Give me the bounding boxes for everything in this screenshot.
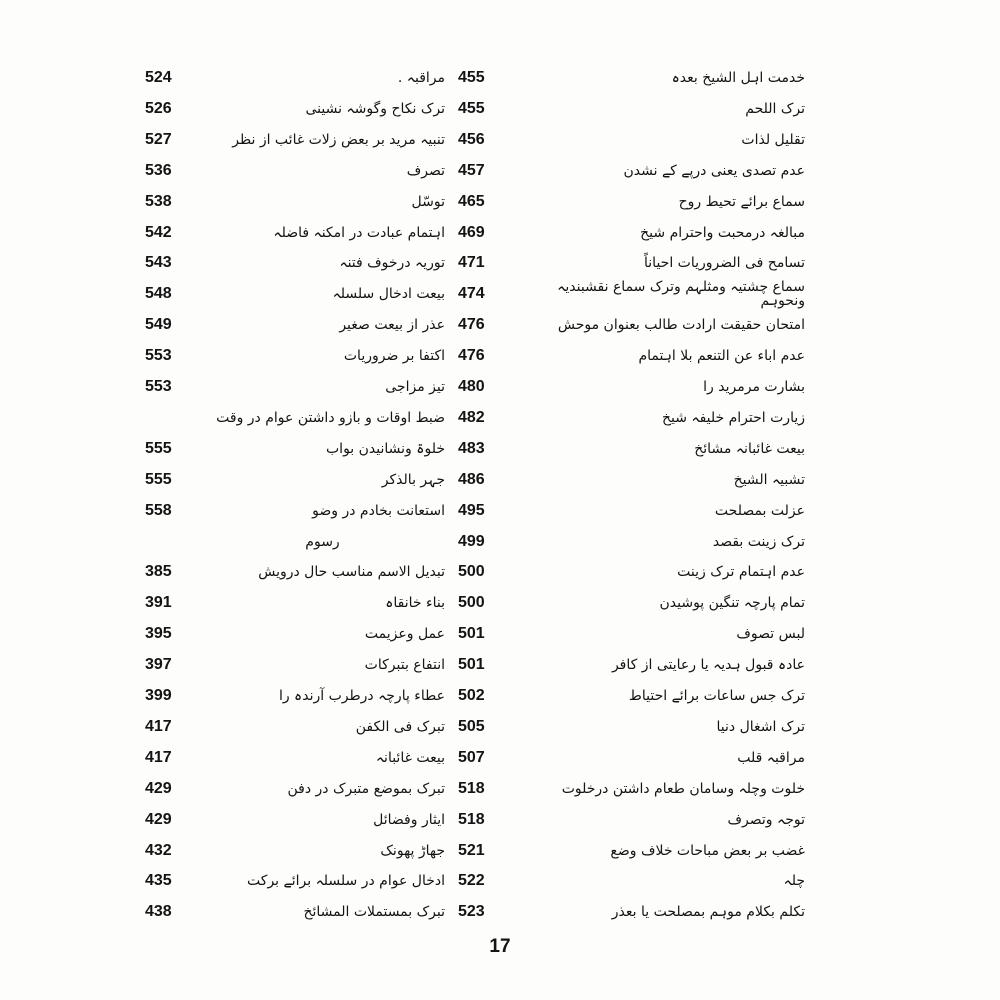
index-entry-left: عذر از بیعت صغیر	[339, 317, 445, 334]
index-entry-left: تبرک فی الکفن	[355, 718, 445, 735]
index-entry-left: استعانت بخادم در وضو	[312, 502, 445, 519]
index-row	[0, 866, 1000, 896]
index-row	[0, 712, 1000, 742]
page-ref-left: 417	[145, 717, 172, 735]
page-ref-left: 395	[145, 625, 172, 643]
page-ref-right: 469	[458, 223, 485, 241]
page-ref-left: 555	[145, 439, 172, 457]
page-ref-left: 435	[145, 872, 172, 890]
index-entry-left: ایثار وفضائل	[373, 811, 445, 828]
index-entry-right: سماع چشتیہ ومثلہم وترک سماع نقشبندیہ ونحوہم	[557, 279, 805, 310]
page-ref-right: 507	[458, 748, 485, 766]
index-entry-left: ادخال عوام در سلسلہ برائے برکت	[247, 873, 445, 890]
page-ref-left: 417	[145, 748, 172, 766]
index-entry-right: عدم تصدی یعنی درپے کے نشدن	[623, 162, 805, 179]
page-ref-left: 558	[145, 501, 172, 519]
index-entry-left: خلوۃ ونشانیدن بواب	[326, 440, 445, 457]
page-ref-left: 549	[145, 316, 172, 334]
index-entry-right: بیعت غائبانہ مشائخ	[694, 440, 805, 457]
page-ref-left: 385	[145, 563, 172, 581]
page-ref-left: 548	[145, 285, 172, 303]
index-row	[0, 527, 1000, 557]
index-row	[0, 434, 1000, 464]
page-ref-right: 486	[458, 470, 485, 488]
index-row	[0, 465, 1000, 495]
page-ref-left: 524	[145, 69, 172, 86]
index-entry-right: خلوت وچلہ وسامان طعام داشتن درخلوت	[561, 780, 805, 797]
index-entry-right: عادہ قبول ہدیہ یا رعایتی از کافر	[611, 657, 805, 674]
index-entry-right: لبس تصوف	[736, 626, 805, 643]
index-entry-right: چلہ	[783, 873, 805, 890]
index-entry-right: خدمت اہل الشیخ بعدہ	[671, 70, 805, 86]
index-entry-right: زیارت احترام خلیفہ شیخ	[661, 409, 805, 426]
index-entry-left: مراقبہ .	[397, 70, 445, 86]
page-ref-left: 542	[145, 223, 172, 241]
index-row	[0, 681, 1000, 711]
index-entry-right: تکلم بکلام موہم بمصلحت یا بعذر	[611, 904, 805, 921]
section-heading: رسوم	[305, 533, 340, 550]
index-row	[0, 836, 1000, 866]
page-ref-left: 553	[145, 347, 172, 365]
index-entry-right: عزلت بمصلحت	[714, 502, 805, 519]
index-row	[0, 63, 1000, 93]
index-row	[0, 403, 1000, 433]
index-entry-left: عطاء پارچہ درطرب آرندہ را	[278, 688, 445, 704]
index-row	[0, 248, 1000, 278]
index-entry-left: ضبط اوقات و بازو داشتن عوام در وقت	[216, 409, 445, 426]
page-ref-right: 480	[458, 378, 485, 395]
index-entry-right: توجہ وتصرف	[727, 811, 805, 828]
page-ref-right: 502	[458, 687, 485, 704]
page-ref-left: 397	[145, 656, 172, 674]
index-row	[0, 156, 1000, 186]
page-ref-left: 555	[145, 470, 172, 488]
page-ref-left: 399	[145, 687, 172, 704]
page-ref-right: 500	[458, 594, 485, 612]
index-entry-left: تصرف	[406, 162, 445, 179]
page-ref-right: 455	[458, 99, 485, 117]
page-ref-right: 499	[458, 532, 485, 550]
index-row	[0, 372, 1000, 402]
page-ref-right: 500	[458, 563, 485, 581]
index-row	[0, 125, 1000, 155]
page-ref-left: 538	[145, 192, 172, 210]
index-entry-left: توریہ درخوف فتنہ	[339, 255, 445, 272]
page-ref-right: 482	[458, 408, 485, 426]
page-ref-left: 526	[145, 99, 172, 117]
page-ref-right: 518	[458, 810, 485, 828]
index-row	[0, 650, 1000, 680]
index-entry-right: تشبیہ الشیخ	[733, 471, 805, 488]
index-row	[0, 94, 1000, 124]
index-row	[0, 187, 1000, 217]
index-entry-right: امتحان حقیقت ارادت طالب بعنوان موحش	[557, 317, 805, 334]
index-entry-right: تمام پارچہ تنگین پوشیدن	[659, 595, 805, 612]
page-ref-right: 465	[458, 192, 485, 210]
page-ref-left: 438	[145, 903, 172, 921]
index-row	[0, 897, 1000, 927]
page-ref-right: 501	[458, 656, 485, 674]
index-row	[0, 557, 1000, 587]
page-ref-left: 432	[145, 841, 172, 859]
index-row	[0, 743, 1000, 773]
index-entry-left: ترک نکاح وگوشہ نشینی	[305, 100, 445, 117]
index-row	[0, 588, 1000, 618]
index-row	[0, 310, 1000, 340]
index-row	[0, 218, 1000, 248]
page-ref-left: 391	[145, 594, 172, 612]
index-entry-left: تبدیل الاسم مناسب حال درویش	[258, 564, 445, 581]
index-entry-right: تقلیل لذات	[741, 131, 805, 148]
index-entry-right: مراقبہ قلب	[737, 749, 805, 766]
index-entry-left: جہر بالذکر	[381, 471, 445, 488]
index-entry-right: ترک جس ساعات برائے احتیاط	[628, 688, 805, 704]
page-ref-right: 483	[458, 439, 485, 457]
index-entry-left: جھاڑ پھونک	[380, 842, 445, 859]
index-row	[0, 341, 1000, 371]
index-row	[0, 279, 1000, 309]
page-ref-right: 518	[458, 779, 485, 797]
index-row	[0, 774, 1000, 804]
page-ref-right: 455	[458, 69, 485, 86]
index-entry-left: بیعت ادخال سلسلہ	[332, 286, 445, 303]
index-entry-right: تسامح فی الضروریات احیاناً	[644, 255, 805, 272]
index-entry-left: تبرک بمستملات المشائخ	[303, 904, 445, 921]
index-entry-left: انتفاع بتبرکات	[364, 657, 445, 674]
index-entry-left: اکتفا بر ضروریات	[343, 348, 445, 365]
index-entry-right: مبالغہ درمحبت واحترام شیخ	[640, 224, 805, 241]
index-entry-right: ترک اشغال دنیا	[716, 718, 805, 735]
page-ref-right: 501	[458, 625, 485, 643]
index-entry-right: ترک اللحم	[745, 100, 805, 117]
page-ref-left: 536	[145, 161, 172, 179]
page-ref-right: 521	[458, 841, 485, 859]
page-ref-left: 429	[145, 779, 172, 797]
index-row	[0, 805, 1000, 835]
page-ref-right: 495	[458, 501, 485, 519]
page-ref-left: 429	[145, 810, 172, 828]
page-ref-right: 522	[458, 872, 485, 890]
page-ref-left: 527	[145, 130, 172, 148]
index-row	[0, 619, 1000, 649]
page-ref-right: 474	[458, 285, 485, 303]
index-entry-right: ترک زینت بقصد	[712, 533, 805, 550]
index-entry-left: عمل وعزیمت	[364, 626, 445, 643]
index-entry-left: توسّل	[411, 193, 445, 210]
index-entry-right: غضب بر بعض مباحات خلاف وضع	[610, 842, 805, 859]
page-ref-right: 505	[458, 717, 485, 735]
index-entry-left: تیز مزاجی	[385, 379, 445, 395]
index-entry-right: عدم اباء عن التنعم بلا اہتمام	[638, 348, 805, 365]
index-entry-left: تنبیہ مرید بر بعض زلات غائب از نظر	[232, 131, 445, 148]
index-entry-right: سماع برائے تحیط روح	[678, 193, 805, 210]
index-entry-right: بشارت مرمرید را	[703, 379, 805, 395]
index-row	[0, 496, 1000, 526]
index-entry-left: تبرک بموضع متبرک در دفن	[287, 780, 445, 797]
page-ref-right: 523	[458, 903, 485, 921]
page-ref-right: 456	[458, 130, 485, 148]
index-entry-left: بیعت غائبانہ	[375, 749, 445, 766]
page-ref-right: 471	[458, 254, 485, 272]
index-entry-left: اہتمام عبادت در امکنہ فاضلہ	[273, 224, 445, 241]
page-number: 17	[489, 936, 511, 957]
page-ref-left: 543	[145, 254, 172, 272]
page-ref-right: 476	[458, 347, 485, 365]
index-entry-left: بناء خانقاہ	[385, 595, 445, 612]
page-ref-right: 457	[458, 161, 485, 179]
page-ref-right: 476	[458, 316, 485, 334]
page-ref-left: 553	[145, 378, 172, 395]
index-entry-right: عدم اہتمام ترک زینت	[677, 564, 805, 581]
